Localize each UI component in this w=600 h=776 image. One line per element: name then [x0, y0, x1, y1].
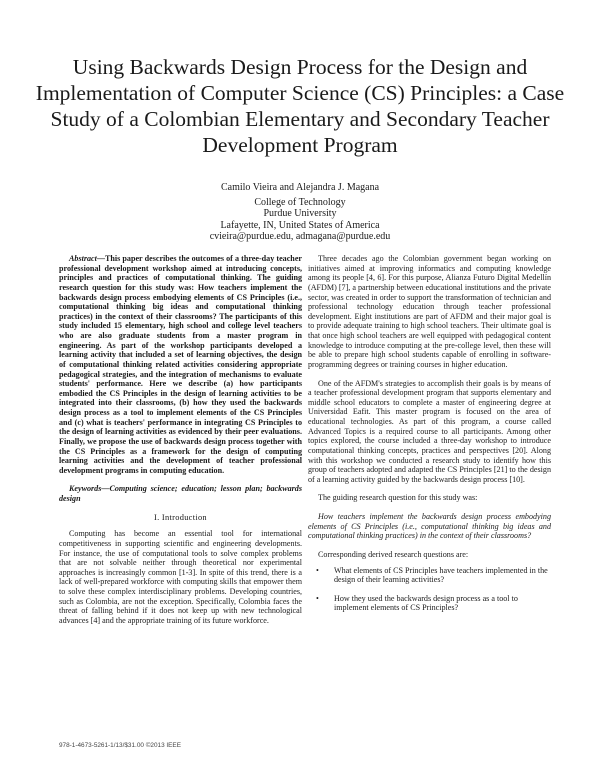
left-column — [59, 254, 302, 626]
abstract — [59, 254, 302, 475]
paper-title: Using Backwards Design Process for the Design and Implementation of Computer Science (CS) Principles: a Case Study of a Colombian Elementary and Secondary Teacher Development Program — [35, 55, 565, 157]
research-question-intro: The guiding research question for this study was: — [318, 493, 478, 503]
intro-paragraph: Computing has become an essential tool for international competitiveness in supporting scientific and engineering developments. For instance, the use of computational tools to solve complex problems that are not solvable neither through theoretical nor experimental approaches is increasingly common [1-3]. In spite of this trend, there is a lack of well-prepared workforce with computing skills that empower them to solve these complex interdisciplinary problems. Developing countries, such as Colombia, are not the exception. Specifically, Colombia faces the threat of falling behind if it does not keep up with new technological advances [4] and the appropriate training of its future workforce. — [59, 529, 302, 625]
research-question: How teachers implement the backwards design process embodying elements of CS Principles (i.e., computational thinking big ideas and computational thinking practices) in the context of their classrooms? — [308, 512, 551, 541]
keywords-label: Keywords — [69, 484, 102, 494]
affiliation-line: Purdue University — [263, 208, 337, 219]
author-block — [100, 182, 500, 243]
abstract-label: Abstract — [69, 254, 97, 263]
affiliation-line: Lafayette, IN, United States of America — [220, 219, 380, 231]
keywords — [59, 484, 302, 503]
affiliation-line: College of Technology — [254, 196, 346, 208]
list-item: • What elements of CS Principles have teachers implemented in the design of their learning activities? — [308, 566, 551, 585]
section-heading-introduction: I. Introduction — [154, 512, 207, 522]
derived-questions-list — [308, 566, 551, 614]
author-emails: cvieira@purdue.edu, admagana@purdue.edu — [209, 231, 391, 242]
list-item: • How they used the backwards design process as a tool to implement elements of CS Principles? — [308, 594, 551, 613]
abstract-text: —This paper describes the outcomes of a three-day teacher professional development workshop aimed at introducing concepts, principles and practices of computational thinking. The guiding research question for this study was: How teachers implement the backwards design process embodying elements of CS Principles (i.e., computational thinking big ideas and computational thinking practices) in the context of their classrooms? The participants of this study included 15 elementary, high school and college level teachers who are also graduate students from a master program in engineering. As part of the workshop participants developed a learning activity that included a set of learning objectives, the design of computational thinking related activities considering appropriate pedagogical strategies, and the integration of mechanisms to evaluate students' performance. Here we describe (a) how participants embodied the CS Principles in the design of learning activities to be integrated into their classrooms, (b) how they used the backwards design process as a tool to implement elements of the CS Principles and (c) what is teachers' performance in integrating CS Principles to the design of learning activities as evidenced by their peer evaluations. Finally, we propose the use of backwards design process together with the CS Principles as a framework for the design of computing learning activities and the development of teacher professional development programs in computing education. — [59, 254, 302, 475]
keywords-text: —Computing science; education; lesson plan; backwards design — [59, 484, 302, 503]
copyright-footer: 978-1-4673-5261-1/13/$31.00 ©2013 IEEE — [59, 742, 181, 749]
body-paragraph: Three decades ago the Colombian government began working on initiatives aimed at improving informatics and computing knowledge among its people [4, 6]. For this purpose, Alianza Futuro Digital Medellín (AFDM) [7], a partnership between educational institutions and the private sector, was created in order to support the transformation of technician and professional technology education through teacher professional development. Eight institutions are part of AFDM and their major goal is to provide adequate training to high school teachers. Their ultimate goal is that once high school teachers are well equipped with pedagogical content knowledge to introduce computing at the pre-college level, then these will be able to prepare high school students capable of enrolling in software-programming degrees or training courses in higher education. — [308, 254, 551, 369]
derived-questions-intro: Corresponding derived research questions are: — [318, 549, 469, 559]
body-paragraph: One of the AFDM's strategies to accomplish their goals is by means of a teacher professional development program that supports elementary and middle school educators to complete a master of engineering degree at Universidad Eafit. This master program is focused on the area of educational technologies. As part of this program, a course called Advanced Topics is a required course to all participants. Among other topics explored, the course included a three-day workshop to introduce computational thinking concepts, practices and perspectives [20]. Along with this workshop we conducted a research study to identify how this group of teachers adopted and adapted the CS Principles [21] to the design of a learning activity guided by the backwards design process [10]. — [308, 378, 551, 484]
author-names: Camilo Vieira and Alejandra J. Magana — [220, 182, 380, 193]
right-column — [308, 254, 551, 622]
